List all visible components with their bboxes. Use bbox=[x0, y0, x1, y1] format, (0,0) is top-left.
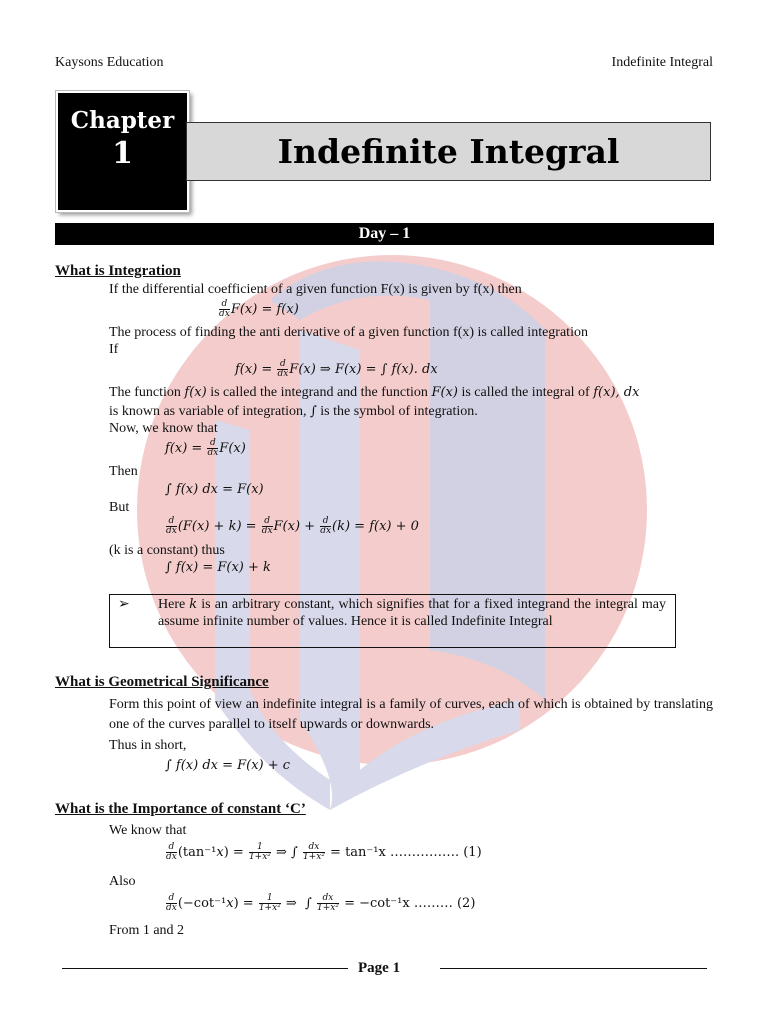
paragraph: Then bbox=[109, 464, 138, 479]
paragraph: Also bbox=[109, 874, 136, 889]
text: Here bbox=[158, 597, 186, 612]
paragraph: Form this point of view an indefinite integral is a family of curves, each of which is obtained by translating one of the curves parallel to itself upwards or downwards. bbox=[109, 697, 713, 732]
equation-tail: = −cot⁻¹x ……… (2) bbox=[344, 896, 476, 911]
header-left: Kaysons Education bbox=[55, 55, 164, 70]
equation: ∫ f(x) = F(x) + k bbox=[165, 560, 271, 575]
equation: ∫ f(x) dx = F(x) bbox=[165, 482, 264, 497]
note-text: Here k is an arbitrary constant, which signifies that for a fixed integrand the integral may assume infinite number of values. Hence it is called Indefinite Integral bbox=[158, 597, 667, 629]
footer-rule-left bbox=[62, 968, 348, 969]
chapter-box bbox=[56, 91, 189, 212]
paragraph: We know that bbox=[109, 823, 187, 838]
text: is an arbitrary constant, which signifies that for a fixed integrand the integral may assume infinite number of values. Hence it is called Indefinite Integral bbox=[158, 597, 667, 629]
chapter-label: Chapter bbox=[70, 107, 175, 134]
page-number: Page 1 bbox=[358, 960, 401, 976]
paragraph: But bbox=[109, 500, 130, 515]
paragraph: The process of finding the anti derivative of a given function f(x) is called integration bbox=[109, 325, 588, 340]
note-box bbox=[109, 594, 676, 648]
text: The function bbox=[109, 385, 181, 400]
paragraph: Thus in short, bbox=[109, 738, 187, 753]
header-right: Indefinite Integral bbox=[611, 55, 713, 70]
text: is the symbol of integration. bbox=[320, 404, 478, 419]
paragraph: From 1 and 2 bbox=[109, 923, 185, 938]
section-heading-integration: What is Integration bbox=[55, 263, 181, 279]
day-bar: Day – 1 bbox=[55, 223, 714, 245]
equation: $\frac{d}{dx}$ (tan⁻¹x) = $\frac{1}{\text{1+x²}}$ ⇒ ∫ $\frac{dx}{\text{1+x²}}$ = tan⁻¹x ……………. (1) bbox=[166, 842, 482, 862]
equation: $\frac{d}{dx}$ (F(x) + k) = $\frac{d}{dx}$ F(x) + $\frac{d}{dx}$ (k) = f(x) + 0 bbox=[166, 516, 419, 536]
equation: $\frac{d}{dx}$ (−cot⁻¹x) = $\frac{1}{\text{1+x²}}$ ⇒ ∫ $\frac{dx}{\text{1+x²}}$ = −cot⁻¹x ……… (2) bbox=[166, 893, 476, 913]
equation: ∫ f(x) dx = F(x) + c bbox=[165, 758, 291, 773]
paragraph: (k is a constant) thus bbox=[109, 543, 225, 558]
chapter-number: 1 bbox=[112, 136, 133, 171]
paragraph: is known as variable of integration, ∫ is the symbol of integration. bbox=[109, 404, 478, 419]
section-heading-geometry: What is Geometrical Significance bbox=[55, 674, 269, 690]
text: is called the integral of bbox=[461, 385, 590, 400]
chapter-title: Indefinite Integral bbox=[186, 122, 711, 181]
equation: $\frac{d}{dx}$ F(x) = f(x) bbox=[219, 299, 299, 319]
section-heading-constant: What is the Importance of constant ‘C’ bbox=[55, 801, 306, 817]
equation: f(x) = $\frac{d}{dx}$ F(x) ⇒ F(x) = ∫ f(x). dx bbox=[235, 359, 438, 379]
footer-rule-right bbox=[440, 968, 707, 969]
equation: f(x) = $\frac{d}{dx}$ F(x) bbox=[165, 438, 246, 458]
equation-tail: = tan⁻¹x ……………. (1) bbox=[330, 845, 482, 860]
text: is called the integrand and the function bbox=[210, 385, 428, 400]
paragraph: Now, we know that bbox=[109, 421, 218, 436]
paragraph: If bbox=[109, 342, 119, 357]
paragraph: The function f(x) is called the integrand and the function F(x) is called the integral of f(x), dx bbox=[109, 385, 640, 400]
paragraph: If the differential coefficient of a given function F(x) is given by f(x) then bbox=[109, 282, 522, 297]
bullet-icon: ➢ bbox=[118, 597, 130, 612]
text: is known as variable of integration, bbox=[109, 404, 307, 419]
